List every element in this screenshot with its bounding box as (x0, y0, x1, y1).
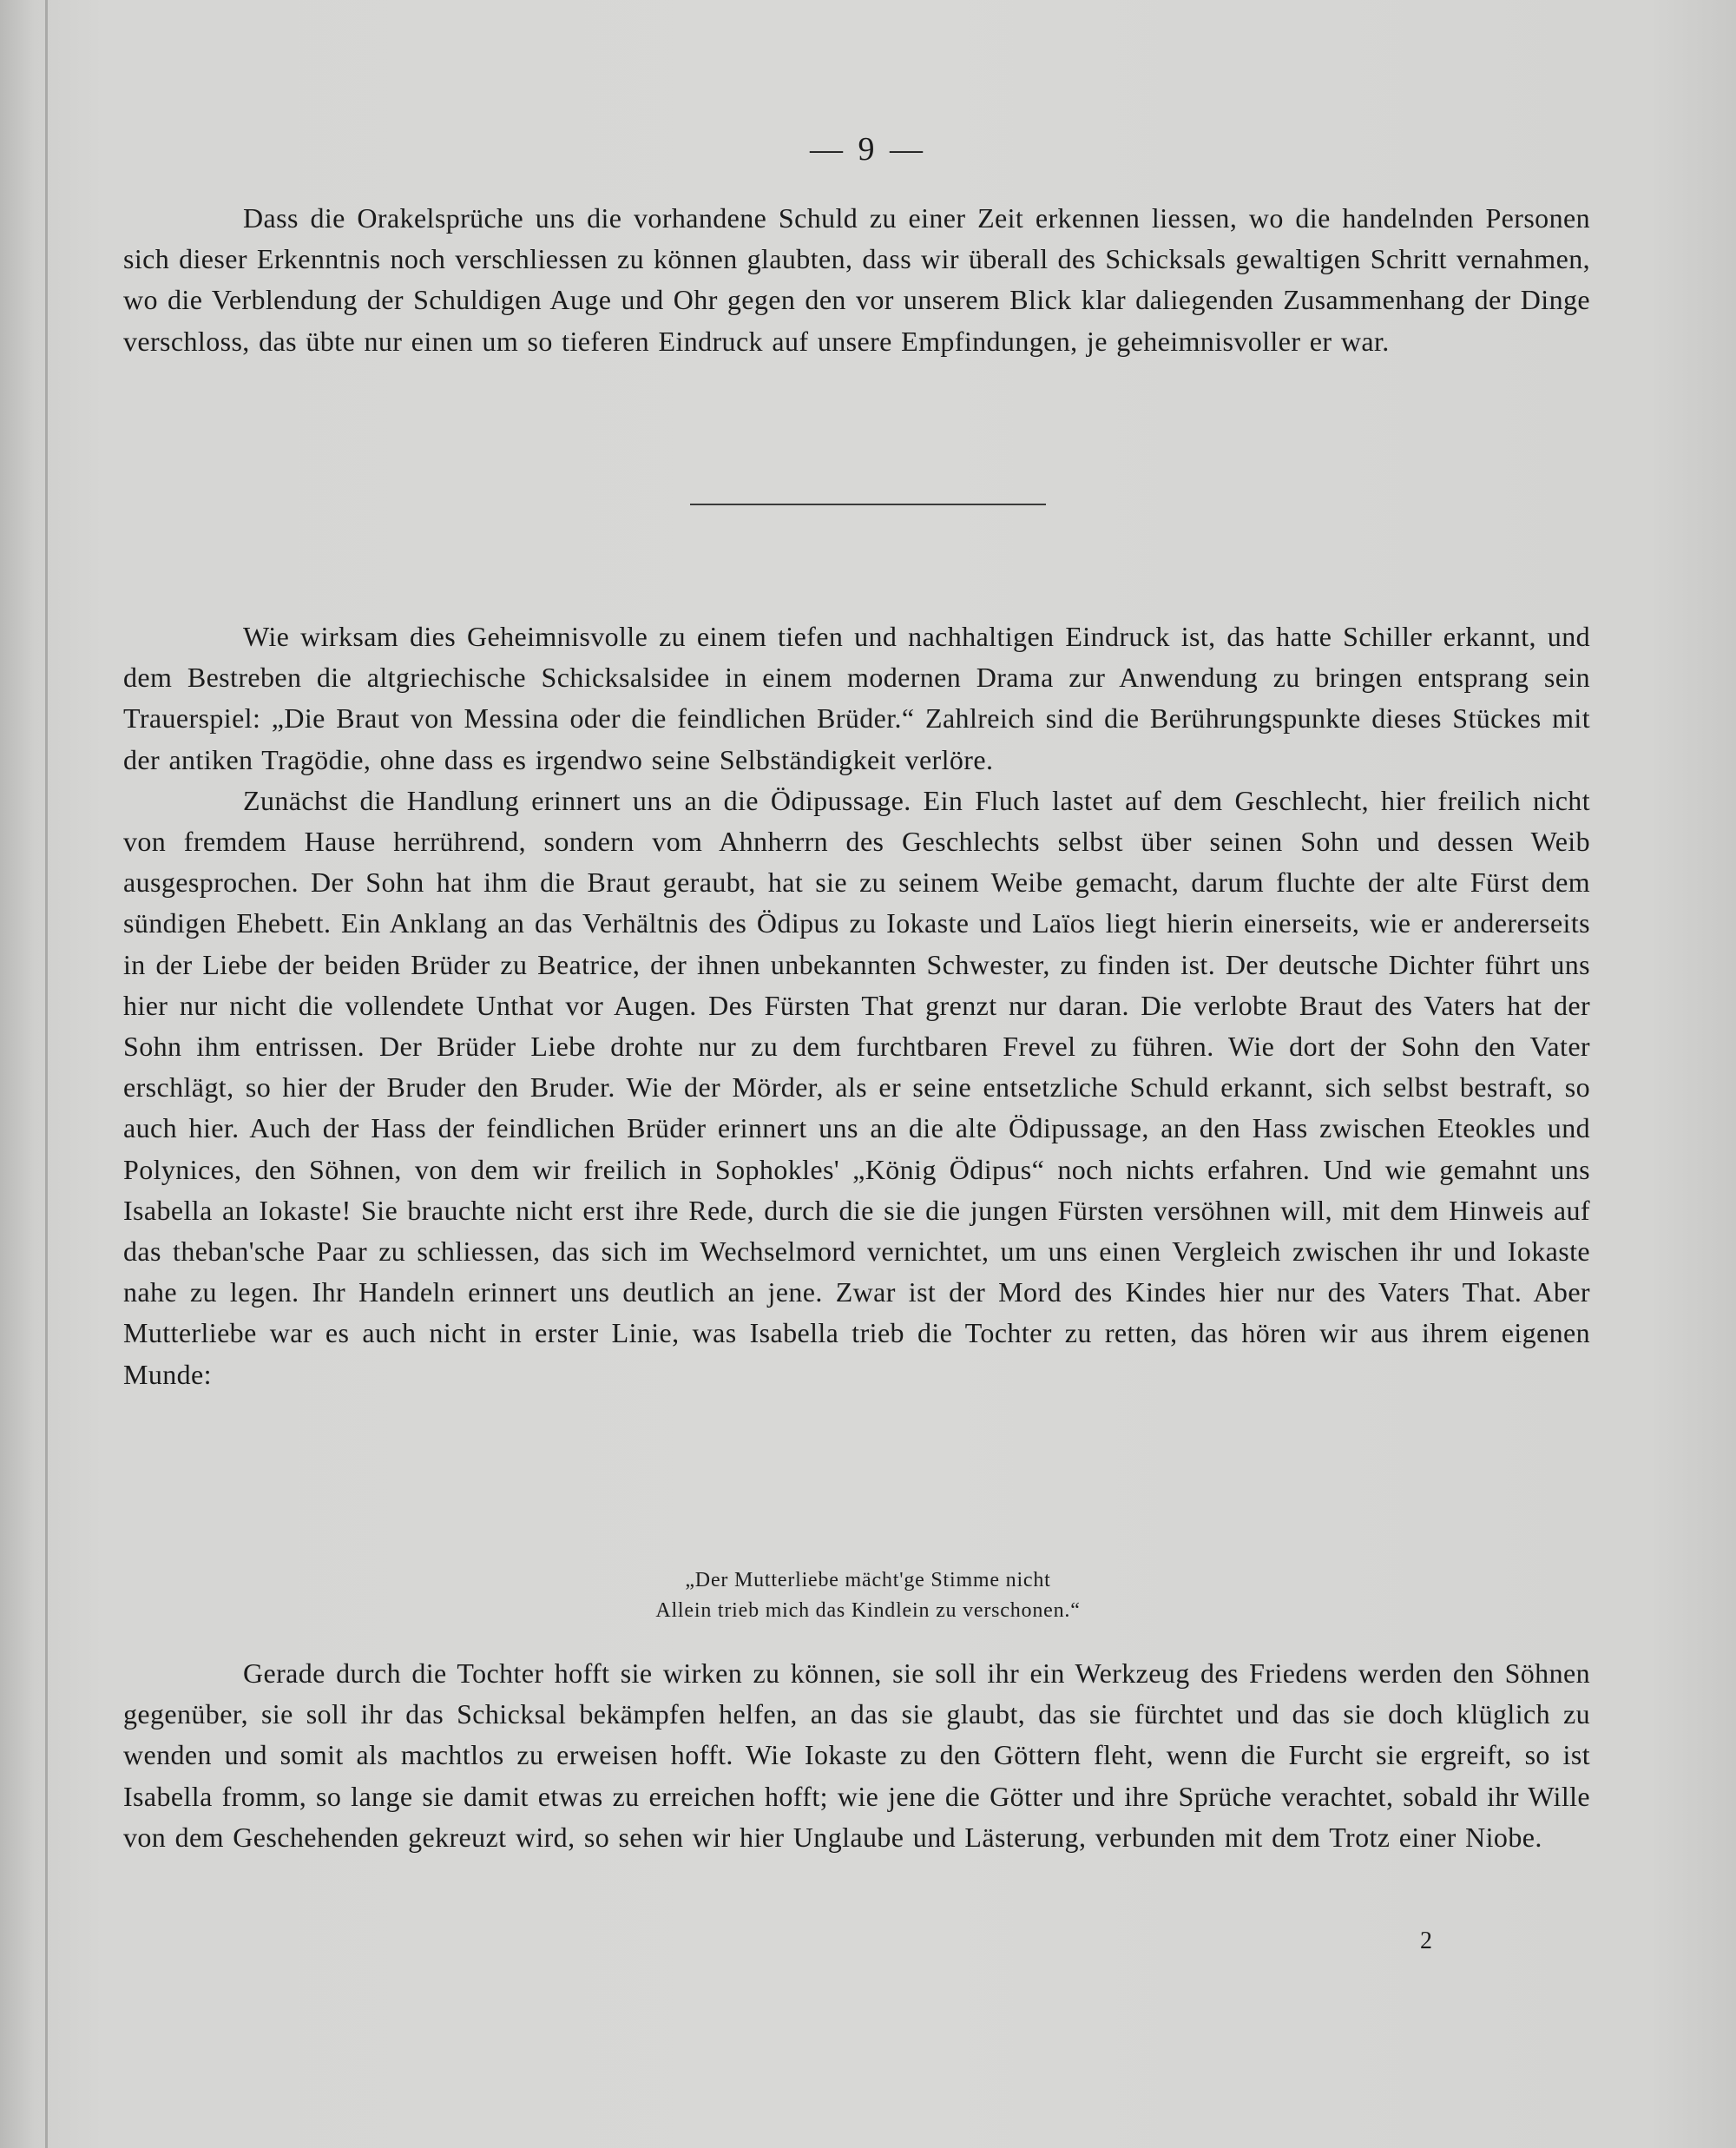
printer-signature-mark: 2 (1420, 1927, 1432, 1954)
quote-line: Allein trieb mich das Kindlein zu verschonen.“ (655, 1599, 1081, 1622)
section-divider (690, 504, 1046, 505)
verse-quote (0, 1565, 1736, 1626)
paragraph-daughter (123, 1653, 1590, 1858)
paragraph-text: Dass die Orakelsprüche uns die vorhandene Schuld zu einer Zeit erkennen liessen, wo die handelnden Personen sich dieser Erkenntnis noch verschliessen zu können glaubten, dass wir überall des Schicksals gewaltigen Schritt vernahmen, wo die Verblendung der Schuldigen Auge und Ohr gegen den vor unserem Blick klar daliegenden Zusammenhang der Dinge verschloss, das übte nur einen um so tieferen Eindruck auf unsere Empfindungen, je geheimnisvoller er war. (123, 202, 1590, 357)
binding-edge (45, 0, 48, 2148)
paragraph-text: Zunächst die Handlung erinnert uns an die Ödipussage. Ein Fluch lastet auf dem Geschlecht, hier freilich nicht von fremdem Hause herrührend, sondern vom Ahnherrn des Geschlechts selbst über seinen Sohn und dessen Weib ausgesprochen. Der Sohn hat ihm die Braut geraubt, hat sie zu seinem Weibe gemacht, darum fluchte der alte Fürst dem sündigen Ehebett. Ein Anklang an das Verhältnis des Ödipus zu Iokaste und Laïos liegt hierin einerseits, wie er andererseits in der Liebe der beiden Brüder zu Beatrice, der ihnen unbekannten Schwester, zu finden ist. Der deutsche Dichter führt uns hier nur nicht die vollendete Unthat vor Augen. Des Fürsten That grenzt nur daran. Die verlobte Braut des Vaters hat der Sohn ihm entrissen. Der Brüder Liebe drohte nur zu dem furchtbaren Frevel zu führen. Wie dort der Sohn den Vater erschlägt, so hier der Bruder den Bruder. Wie der Mörder, als er seine entsetzliche Schuld erkannt, sich selbst bestraft, so auch hier. Auch der Hass der feindlichen Brüder erinnert uns an die alte Ödipussage, an den Hass zwischen Eteokles und Polynices, den Söhnen, von dem wir freilich in Sophokles' „König Ödipus“ noch nichts erfahren. Und wie gemahnt uns Isabella an Iokaste! Sie brauchte nicht erst ihre Rede, durch die sie die jungen Fürsten versöhnen will, mit dem Hinweis auf das theban'sche Paar zu schliessen, das sich im Wechselmord vernichtet, um uns einen Vergleich zwischen ihr und Iokaste nahe zu legen. Ihr Handeln erinnert uns deutlich an jene. Zwar ist der Mord des Kindes hier nur des Vaters That. Aber Mutterliebe war es auch nicht in erster Linie, was Isabella trieb die Tochter zu retten, das hören wir aus ihrem eigenen Munde: (123, 784, 1590, 1390)
paragraph-oracle (123, 198, 1590, 362)
paragraph-text: Gerade durch die Tochter hofft sie wirken zu können, sie soll ihr ein Werkzeug des Friedens werden den Söhnen gegenüber, sie soll ihr das Schicksal bekämpfen helfen, an das sie glaubt, das sie fürchtet und das sie doch klüglich zu wenden und somit als machtlos zu erweisen hofft. Wie Iokaste zu den Göttern fleht, wenn die Furcht sie ergreift, so ist Isabella fromm, so lange sie damit etwas zu erreichen hofft; wie jene die Götter und ihre Sprüche verachtet, sobald ihr Wille von dem Geschehenden gekreuzt wird, so sehen wir hier Unglaube und Lästerung, verbunden mit dem Trotz einer Niobe. (123, 1657, 1590, 1853)
paragraph-text: Wie wirksam dies Geheimnisvolle zu einem tiefen und nachhaltigen Eindruck ist, das hatte Schiller erkannt, und dem Bestreben die altgriechische Schicksalsidee in einem modernen Drama zur Anwendung zu bringen entsprang sein Trauerspiel: „Die Braut von Messina oder die feindlichen Brüder.“ Zahlreich sind die Berührungspunkte dieses Stückes mit der antiken Tragödie, ohne dass es irgendwo seine Selbständigkeit verlöre. (123, 621, 1590, 775)
quote-line: „Der Mutterliebe mächt'ge Stimme nicht (685, 1569, 1051, 1591)
paragraph-schiller (123, 616, 1590, 1395)
page-number: — 9 — (810, 131, 926, 168)
